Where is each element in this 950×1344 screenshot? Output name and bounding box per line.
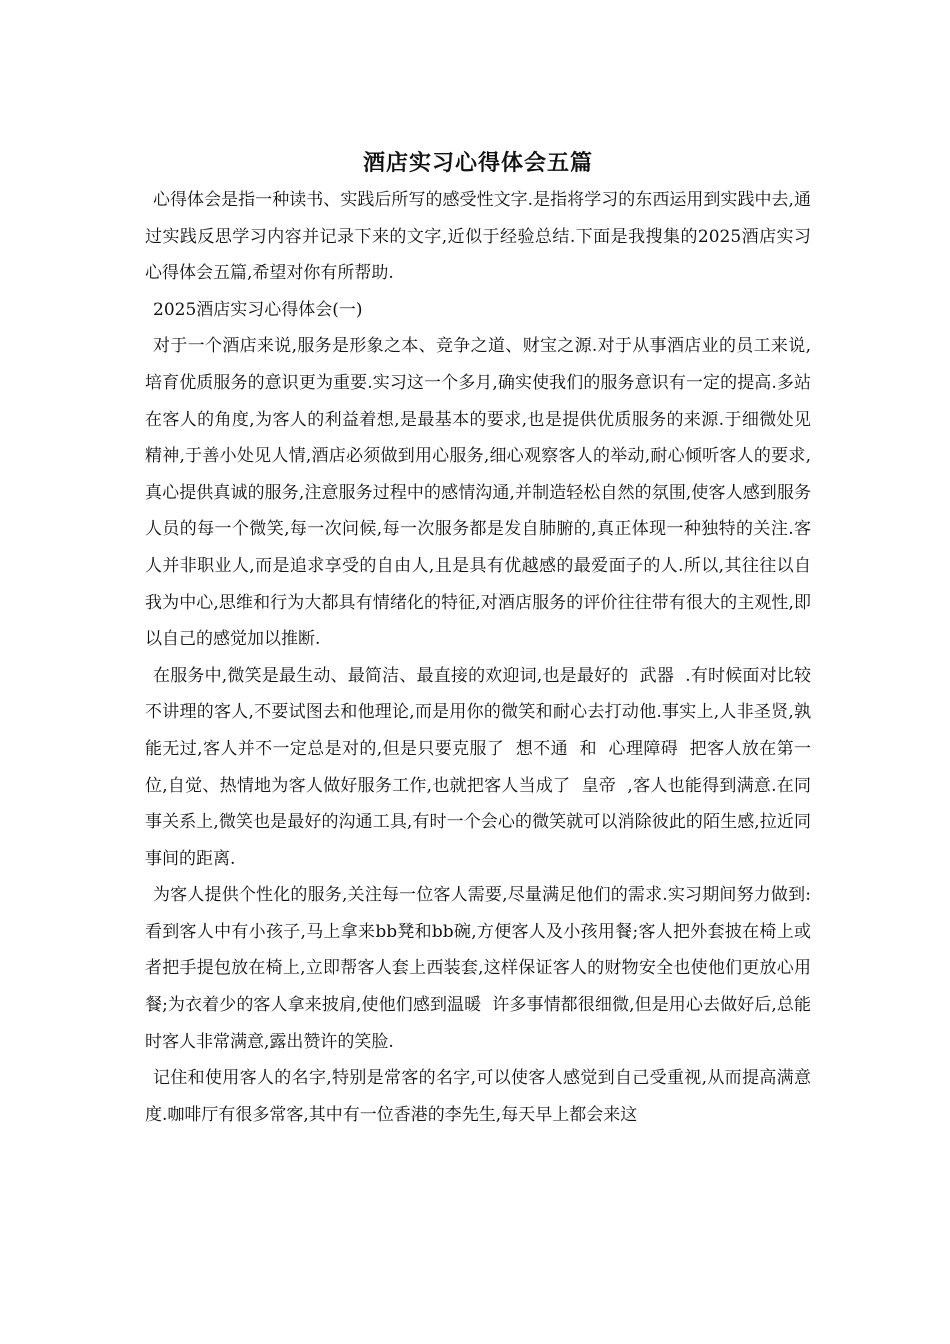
paragraph-personalized-service: 为客人提供个性化的服务,关注每一位客人需要,尽量满足他们的需求.实习期间努力做到:看到客人中有小孩子,马上拿来bb凳和bb碗,方便客人及小孩用餐;客人把外套披在椅上或者把手提包放在椅上,立即帮客人套上西装套,这样保证客人的财物安全也使他们更放心用餐;为衣着少的客人拿来披肩,使他们感到温暖 许多事情都很细微,但是用心去做好后,总能时客人非常满意,露出赞许的笑脸. <box>145 885 811 1052</box>
section-heading: 2025酒店实习心得体会(一) <box>153 299 363 320</box>
paragraph-smile: 在服务中,微笑是最生动、最简洁、最直接的欢迎词,也是最好的 武器 .有时候面对比较不讲理的客人,不要试图去和他理论,而是用你的微笑和耐心去打动他.事实上,人非圣贤,孰能无过,客人并不一定总是对的,但是只要克服了 想不通 和 心理障碍 把客人放在第一位,自觉、热情地为客人做好服务工作,也就把客人当成了 皇帝 ,客人也能得到满意.在同事关系上,微笑也是最好的沟通工具,有时一个会心的微笑就可以消除彼此的陌生感,拉近同事间的距离. <box>145 665 811 869</box>
document-page <box>145 148 811 1133</box>
document-title: 酒店实习心得体会五篇 <box>362 150 593 176</box>
paragraph-service-awareness: 对于一个酒店来说,服务是形象之本、竞争之道、财宝之源.对于从事酒店业的员工来说,培育优质服务的意识更为重要.实习这一个多月,确实使我们的服务意识有一定的提高.多站在客人的角度,为客人的利益着想,是最基本的要求,也是提供优质服务的来源.于细微处见精神,于善小处见人情,酒店必须做到用心服务,细心观察客人的举动,耐心倾听客人的要求,真心提供真诚的服务,注意服务过程中的感情沟通,并制造轻松自然的氛围,使客人感到服务人员的每一个微笑,每一次问候,每一次服务都是发自肺腑的,真正体现一种独特的关注.客人并非职业人,而是追求享受的自由人,且是具有优越感的最爱面子的人.所以,其往往以自我为中心,思维和行为大都具有情绪化的特征,对酒店服务的评价往往带有很大的主观性,即以自己的感觉加以推断. <box>145 336 811 650</box>
paragraph-intro: 心得体会是指一种读书、实践后所写的感受性文字.是指将学习的东西运用到实践中去,通过实践反思学习内容并记录下来的文字,近似于经验总结.下面是我搜集的2025酒店实习心得体会五篇,希望对你有所帮助. <box>145 190 811 284</box>
paragraph-guest-names: 记住和使用客人的名字,特别是常客的名字,可以使客人感觉到自己受重视,从而提高满意度.咖啡厅有很多常客,其中有一位香港的李先生,每天早上都会来这 <box>145 1068 811 1125</box>
